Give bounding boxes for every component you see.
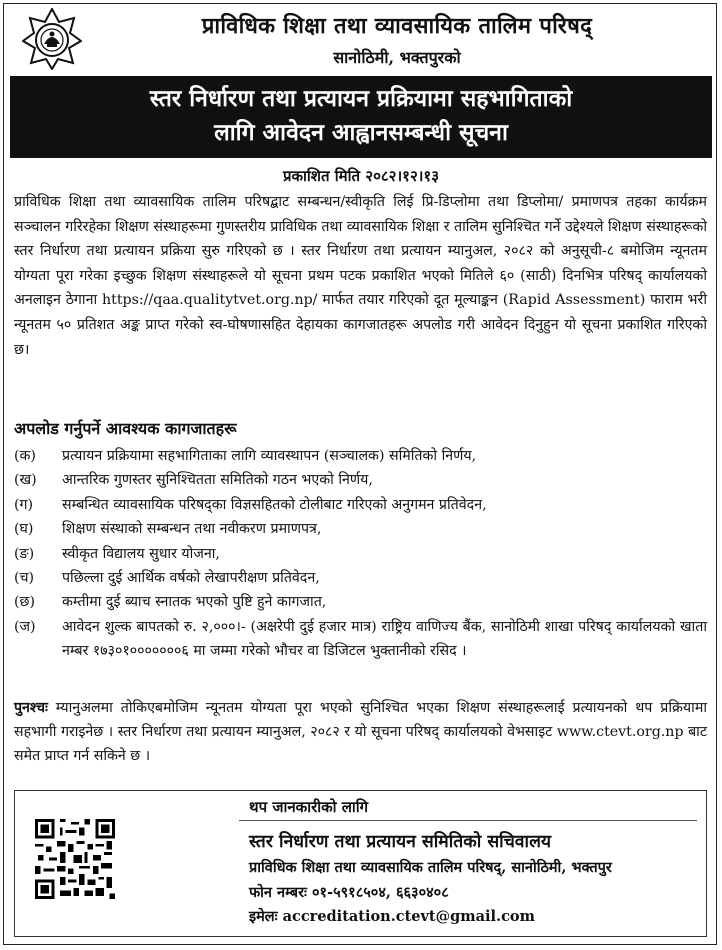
postscript-paragraph [14, 696, 707, 769]
notice-title-line-2: लागि आवेदन आह्वानसम्बन्धी सूचना [214, 119, 508, 146]
documents-heading: अपलोड गर्नुपर्ने आवश्यक कागजातहरू [14, 419, 237, 438]
list-item [14, 493, 707, 517]
list-item-marker: (घ) [14, 521, 34, 538]
organization-name: प्राविधिक शिक्षा तथा व्यावसायिक तालिम परिषद् [201, 13, 593, 39]
phone-line [249, 882, 449, 902]
notice-title-banner [10, 76, 712, 158]
list-item [14, 590, 707, 614]
postscript-text: म्यानुअलमा तोकिएबमोजिम न्यूनतम योग्यता पूरा भएको सुनिश्चित भएका शिक्षण संस्थाहरूलाई प्रत्यायनको थप प्रक्रियामा सहभागी गराइनेछ । स्तर निर्धारण तथा प्रत्यायन म्यानुअल, २०८२ र यो सूचना परिषद् कार्यालयको वेभसाइट www.ctevt.org.np बाट समेत प्राप्त गर्न सकिने छ । [14, 700, 707, 765]
list-item [14, 615, 707, 664]
organization-location: सानोठिमी, भक्तपुरको [333, 48, 461, 67]
phone-numbers: ०१-५९१८५०४, ६६३०४०८ [312, 884, 449, 901]
email-address[interactable]: accreditation.ctevt@gmail.com [282, 908, 535, 925]
list-item-marker: (ज) [14, 618, 36, 635]
list-item-text: सम्बन्धित व्यावसायिक परिषद्का विज्ञसहितको टोलीबाट गरिएको अनुगमन प्रतिवेदन, [62, 496, 487, 513]
phone-label: फोन नम्बरः [249, 884, 307, 901]
email-line [249, 906, 535, 926]
list-item-text: स्वीकृत विद्यालय सुधार योजना, [62, 545, 220, 562]
email-label: इमेलः [249, 908, 278, 925]
ctevt-emblem-icon [22, 8, 82, 70]
contact-info-box [14, 790, 707, 937]
divider [239, 820, 697, 821]
list-item-marker: (क) [14, 448, 36, 464]
list-item-marker: (ग) [14, 496, 34, 513]
list-item-text: कम्तीमा दुई ब्याच स्नातक भएको पुष्टि हुने कागजात, [62, 594, 327, 611]
publication-date-label: प्रकाशित मिति [282, 167, 361, 185]
list-item-text: आवेदन शुल्क बापतको रु. २,०००।- (अक्षरेपी दुई हजार मात्र) राष्ट्रिय वाणिज्य बैंक, सानोठिमी शाखा परिषद् कार्यालयको खाता नम्बर १७३०१०००००००६ मा जम्मा गरेको भौचर वा डिजिटल भुक्तानीको रसिद । [62, 618, 707, 660]
list-item-text: पछिल्ला दुई आर्थिक वर्षको लेखापरीक्षण प्रतिवेदन, [62, 570, 320, 587]
qr-code-icon [35, 819, 115, 899]
intro-paragraph: प्राविधिक शिक्षा तथा व्यावसायिक तालिम परिषद्बाट सम्बन्धन/स्वीकृति लिई प्रि-डिप्लोमा तथा डिप्लोमा/ प्रमाणपत्र तहका कार्यक्रम सञ्चालन गरिरहेका शिक्षण संस्थाहरूमा गुणस्तरीय प्राविधिक तथा व्यावसायिक शिक्षा र तालिम सुनिश्चित गर्ने उद्देश्यले शिक्षण संस्थाहरूको स्तर निर्धारण तथा प्रत्यायन प्रक्रिया सुरु गरिएको छ । स्तर निर्धारण तथा प्रत्यायन म्यानुअल, २०८२ को अनुसूची-८ बमोजिम न्यूनतम योग्यता पूरा गरेका इच्छुक शिक्षण संस्थाहरूले यो सूचना प्रथम पटक प्रकाशित भएको मितिले ६० (साठी) दिनभित्र परिषद् कार्यालयको अनलाइन ठेगाना https://qaa.qualitytvet.org.np/ मार्फत तयार गरिएको दूत मूल्याङ्कन (Rapid Assessment) फाराम भरी न्यूनतम ५० प्रतिशत अङ्क प्राप्त गरेको स्व-घोषणासहित देहायका कागजातहरू अपलोड गरी आवेदन दिनुहुन यो सूचना प्रकाशित गरिएको छ। [14, 194, 707, 358]
list-item-text: शिक्षण संस्थाको सम्बन्धन तथा नवीकरण प्रमाणपत्र, [62, 521, 322, 538]
secretariat-name: स्तर निर्धारण तथा प्रत्यायन समितिको सचिवालय [249, 832, 552, 852]
list-item-marker: (च) [14, 570, 35, 587]
postscript-label: पुनश्चः [14, 700, 48, 716]
list-item-marker: (छ) [14, 594, 36, 611]
publication-date-value: २०८२।१२।१३ [365, 167, 440, 185]
list-item [14, 444, 707, 468]
list-item [14, 542, 707, 566]
documents-list [14, 444, 707, 664]
notice-title-line-1: स्तर निर्धारण तथा प्रत्यायन प्रक्रियामा सहभागिताको [149, 85, 573, 112]
list-item [14, 566, 707, 590]
list-item-text: आन्तरिक गुणस्तर सुनिश्चितता समितिको गठन भएको निर्णय, [62, 472, 373, 489]
more-info-heading: थप जानकारीको लागि [249, 798, 369, 816]
secretariat-address: प्राविधिक शिक्षा तथा व्यावसायिक तालिम परिषद्, सानोठिमी, भक्तपुर [249, 859, 612, 876]
list-item-text: प्रत्यायन प्रक्रियामा सहभागिताका लागि व्यावस्थापन (सञ्चालक) समितिको निर्णय, [62, 448, 477, 464]
list-item [14, 517, 707, 541]
publication-date [0, 166, 722, 186]
list-item-marker: (ङ) [14, 545, 35, 562]
list-item [14, 468, 707, 492]
list-item-marker: (ख) [14, 472, 37, 489]
